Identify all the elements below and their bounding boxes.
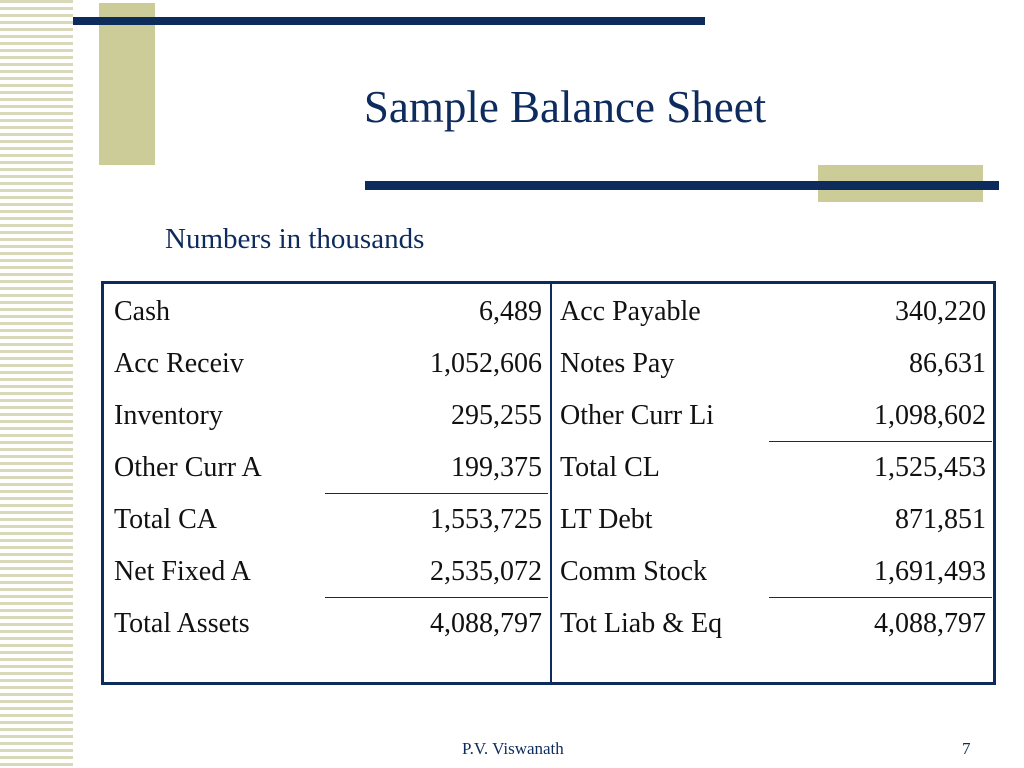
- liability-row: [560, 494, 986, 546]
- liabilities-equity-column: [560, 286, 986, 650]
- liability-row: [560, 338, 986, 390]
- decorative-stripes: [0, 0, 73, 768]
- liability-row: [560, 286, 986, 338]
- asset-value: 2,535,072: [430, 556, 542, 587]
- asset-row: [114, 390, 542, 442]
- liability-value: 871,851: [895, 504, 986, 535]
- asset-value: 1,553,725: [430, 504, 542, 535]
- liability-value: 1,691,493: [874, 556, 986, 587]
- assets-column: [114, 286, 542, 650]
- asset-label: Net Fixed A: [114, 556, 251, 587]
- asset-row: [114, 546, 542, 598]
- asset-row: [114, 338, 542, 390]
- liability-row: [560, 442, 986, 494]
- asset-value: 295,255: [451, 400, 542, 431]
- liability-value: 1,525,453: [874, 452, 986, 483]
- liability-label: Total CL: [560, 452, 660, 483]
- liability-label: Comm Stock: [560, 556, 708, 587]
- liability-value: 340,220: [895, 296, 986, 327]
- balance-sheet-table: [101, 281, 996, 685]
- liability-label: Tot Liab & Eq: [560, 608, 723, 639]
- asset-value: 1,052,606: [430, 348, 542, 379]
- liability-value: 86,631: [909, 348, 986, 379]
- footer-author: P.V. Viswanath: [462, 739, 564, 758]
- asset-label: Other Curr A: [114, 452, 262, 483]
- liability-label: Acc Payable: [560, 296, 701, 327]
- asset-value: 6,489: [479, 296, 542, 327]
- asset-label: Cash: [114, 296, 170, 327]
- asset-row: [114, 494, 542, 546]
- asset-label: Acc Receiv: [114, 348, 244, 379]
- liability-value: 1,098,602: [874, 400, 986, 431]
- liability-label: Other Curr Li: [560, 400, 714, 431]
- asset-value: 4,088,797: [430, 608, 542, 639]
- asset-value: 199,375: [451, 452, 542, 483]
- liability-row: [560, 390, 986, 442]
- slide-subtitle: Numbers in thousands: [165, 223, 425, 255]
- asset-label: Total CA: [114, 504, 218, 535]
- asset-row: [114, 598, 542, 650]
- liability-label: LT Debt: [560, 504, 653, 535]
- decorative-olive-block-top: [99, 3, 155, 165]
- asset-row: [114, 286, 542, 338]
- liability-value: 4,088,797: [874, 608, 986, 639]
- asset-label: Total Assets: [114, 608, 250, 639]
- decorative-navy-line-bottom: [365, 181, 999, 190]
- asset-row: [114, 442, 542, 494]
- liability-label: Notes Pay: [560, 348, 675, 379]
- decorative-navy-line-top: [73, 17, 705, 25]
- slide-title: Sample Balance Sheet: [363, 82, 767, 132]
- slide-number: 7: [962, 739, 971, 758]
- liability-row: [560, 546, 986, 598]
- asset-label: Inventory: [114, 400, 223, 431]
- liability-row: [560, 598, 986, 650]
- column-divider: [550, 284, 552, 682]
